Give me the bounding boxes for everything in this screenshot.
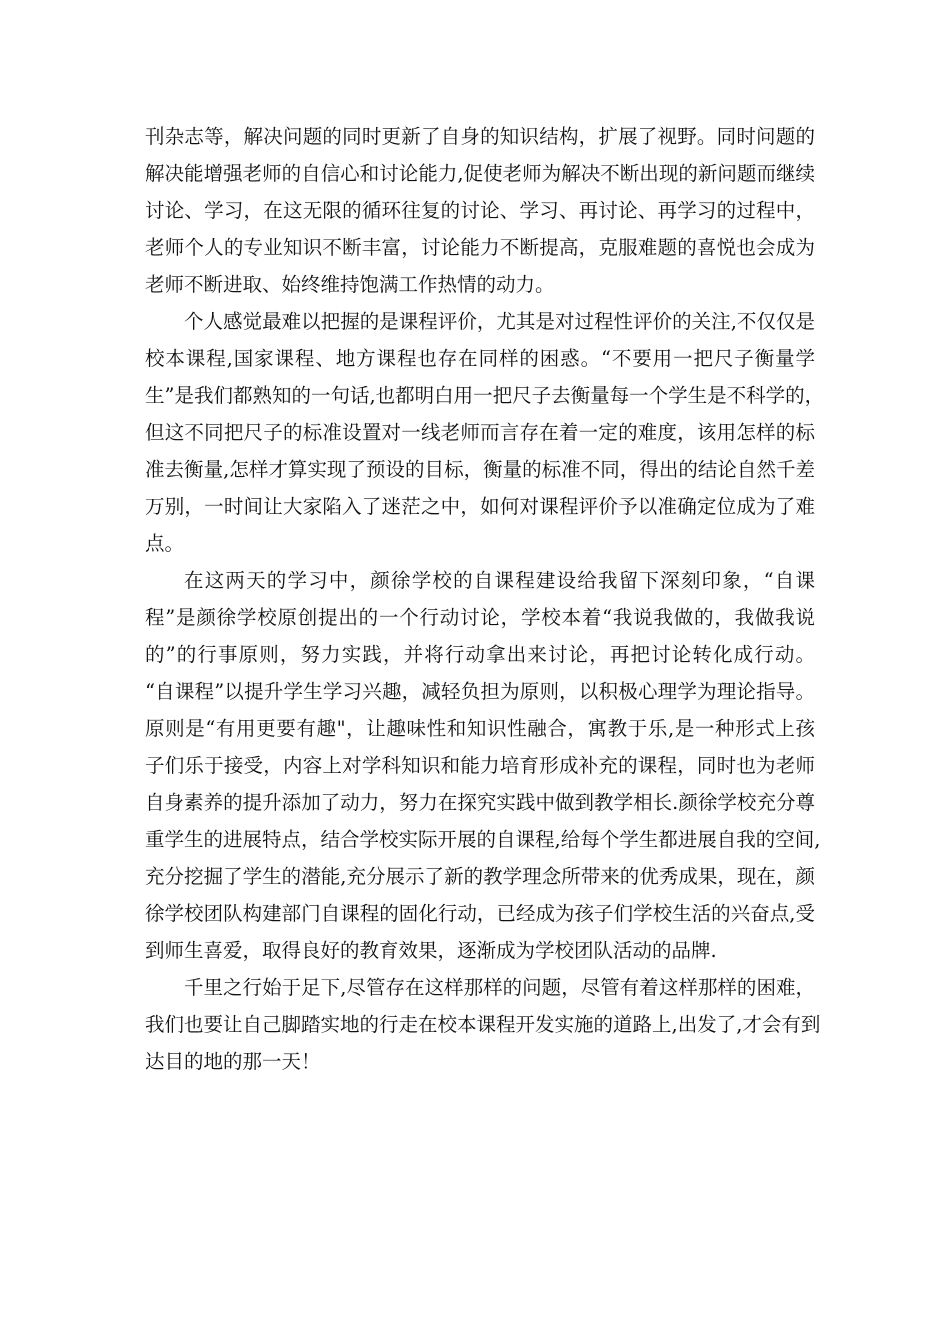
text-line: 点。	[145, 532, 185, 555]
text-line: 老师个人的专业知识不断丰富，讨论能力不断提高，克服难题的喜悦也会成为	[145, 236, 815, 259]
text-line: 我们也要让自己脚踏实地的行走在校本课程开发实施的道路上,出发了,才会有到	[145, 1013, 821, 1036]
text-line: 千里之行始于足下,尽管存在这样那样的问题，尽管有着这样那样的困难，	[184, 976, 815, 999]
text-line: 子们乐于接受，内容上对学科知识和能力培育形成补充的课程，同时也为老师	[145, 754, 815, 777]
text-line: 原则是“有用更要有趣"，让趣味性和知识性融合，寓教于乐,是一种形式上孩	[145, 717, 815, 740]
text-line: 校本课程,国家课程、地方课程也存在同样的困惑。“不要用一把尺子衡量学	[145, 347, 815, 370]
text-line: 到师生喜爱，取得良好的教育效果，逐渐成为学校团队活动的品牌.	[145, 939, 717, 962]
document-body	[145, 118, 825, 1080]
text-line: 准去衡量,怎样才算实现了预设的目标，衡量的标准不同，得出的结论自然千差	[145, 458, 815, 481]
text-line: “自课程”以提升学生学习兴趣，减轻负担为原则，以积极心理学为理论指导。	[145, 680, 815, 703]
text-line: 重学生的进展特点，结合学校实际开展的自课程,给每个学生都进展自我的空间,	[145, 828, 821, 851]
text-line: 解决能增强老师的自信心和讨论能力,促使老师为解决不断出现的新问题而继续	[145, 162, 815, 185]
text-line: 自身素养的提升添加了动力，努力在探究实践中做到教学相长.颜徐学校充分尊	[145, 791, 815, 814]
text-line: 在这两天的学习中，颜徐学校的自课程建设给我留下深刻印象，“自课	[184, 569, 815, 592]
paragraph-4	[145, 969, 821, 1080]
text-line: 个人感觉最难以把握的是课程评价，尤其是对过程性评价的关注,不仅仅是	[184, 310, 815, 333]
text-line: 但这不同把尺子的标准设置对一线老师而言存在着一定的难度，该用怎样的标	[145, 421, 815, 444]
text-line: 万别，一时间让大家陷入了迷茫之中，如何对课程评价予以准确定位成为了难	[145, 495, 815, 518]
text-line: 达目的地的那一天！	[145, 1050, 321, 1073]
text-line: 徐学校团队构建部门自课程的固化行动，已经成为孩子们学校生活的兴奋点,受	[145, 902, 815, 925]
paragraph-3	[145, 562, 821, 969]
paragraph-2	[145, 303, 825, 562]
text-line: 生”是我们都熟知的一句话,也都明白用一把尺子去衡量每一个学生是不科学的，	[145, 384, 825, 407]
text-line: 充分挖掘了学生的潜能,充分展示了新的教学理念所带来的优秀成果，现在，颜	[145, 865, 815, 888]
text-line: 讨论、学习，在这无限的循环往复的讨论、学习、再讨论、再学习的过程中，	[145, 199, 815, 222]
text-line: 程”是颜徐学校原创提出的一个行动讨论，学校本着“我说我做的，我做我说	[145, 606, 815, 629]
paragraph-1	[145, 118, 815, 303]
text-line: 刊杂志等，解决问题的同时更新了自身的知识结构，扩展了视野。同时问题的	[145, 125, 815, 148]
text-line: 的”的行事原则，努力实践，并将行动拿出来讨论，再把讨论转化成行动。	[145, 643, 815, 666]
text-line: 老师不断进取、始终维持饱满工作热情的动力。	[145, 273, 555, 296]
